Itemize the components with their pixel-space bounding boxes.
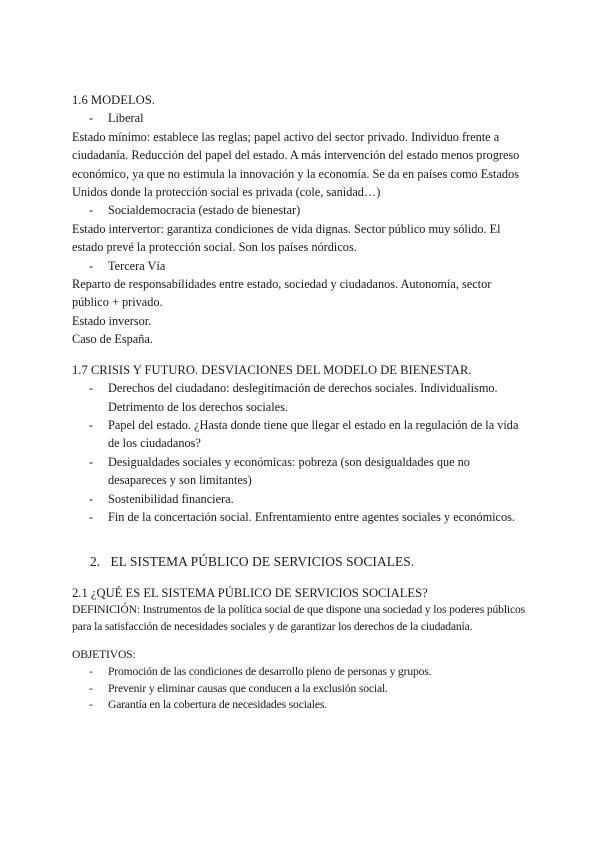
objectives-list (72, 664, 530, 714)
crisis-item: - Desigualdades sociales y económicas: pobreza (son desigualdades que no desapareces y son limitantes) (72, 453, 530, 490)
crisis-item: - Fin de la concertación social. Enfrentamiento entre agentes sociales y económicos. (72, 508, 530, 526)
crisis-item: - Derechos del ciudadano: deslegitimación de derechos sociales. Individualismo. Detrimento de los derechos sociales. (72, 379, 530, 416)
model-tercera-via-text: Reparto de responsabilidades entre estado, sociedad y ciudadanos. Autonomía, sector público + privado. (72, 277, 492, 310)
objective-item: - Garantía en la cobertura de necesidades sociales. (72, 697, 530, 714)
objective-item: - Promoción de las condiciones de desarrollo pleno de personas y grupos. (72, 664, 530, 681)
objective-item: - Prevenir y eliminar causas que conducen a la exclusión social. (72, 681, 530, 698)
section-1-6-title: 1.6 MODELOS. (72, 93, 155, 107)
crisis-item: - Sostenibilidad financiera. (72, 490, 530, 508)
objectives-title: OBJETIVOS: (72, 648, 136, 662)
section-1-7-title: 1.7 CRISIS Y FUTURO. DESVIACIONES DEL MODELO DE BIENESTAR. (72, 362, 472, 377)
model-socialdemocracia-text: Estado intervertor: garantiza condiciones de vida dignas. Sector público muy sólido. El estado prevé la protección social. Son los países nórdicos. (72, 221, 501, 255)
section-2-1-title: 2.1 ¿QUÉ ES EL SISTEMA PÚBLICO DE SERVICIOS SOCIALES? (72, 585, 428, 600)
model-socialdemocracia-label: - Socialdemocracia (estado de bienestar) (72, 201, 530, 219)
model-socialdemocracia-list (72, 201, 530, 219)
section-2-1-body (72, 602, 530, 714)
crisis-list (72, 379, 530, 526)
model-tercera-via-line3: Caso de España. (72, 332, 153, 347)
model-liberal-label: - Liberal (72, 109, 530, 127)
definition-text: DEFINICIÓN: Instrumentos de la política social de que dispone una sociedad y los poderes públicos para la satisfacción de necesidades sociales y de garantizar los derechos de la ciudadanía. (72, 603, 525, 633)
model-liberal-list (72, 109, 530, 127)
model-tercera-via-list (72, 257, 530, 275)
model-tercera-via-label: - Tercera Vía (72, 257, 530, 275)
model-liberal-text: Estado mínimo: establece las reglas; papel activo del sector privado. Individuo frente a ciudadanía. Reducción del papel del estado. A más intervención del estado menos progreso económico, ya que no estimula la innovación y la economía. Se da en países como Estados Unidos donde la protección social es privada (cole, sanidad…) (72, 129, 520, 200)
crisis-item: - Papel del estado. ¿Hasta donde tiene que llegar el estado en la regulación de la vida de los ciudadanos? (72, 416, 530, 453)
section-2-heading (72, 553, 530, 571)
section-2-number: 2. (90, 554, 101, 570)
model-tercera-via-line2: Estado inversor. (72, 313, 152, 328)
section-2-title: EL SISTEMA PÚBLICO DE SERVICIOS SOCIALES. (110, 554, 415, 570)
